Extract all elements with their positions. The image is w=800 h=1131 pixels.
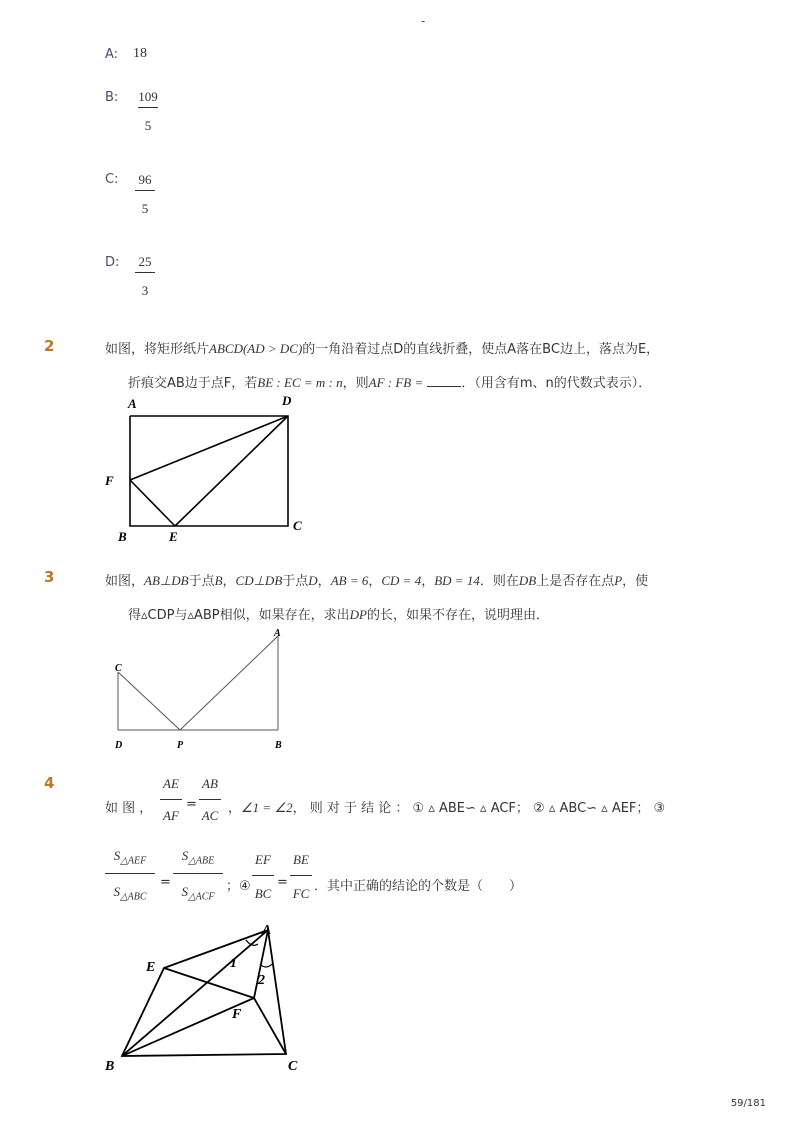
denominator: 5: [144, 118, 152, 133]
s-symbol: S: [113, 884, 120, 899]
text: ，: [421, 574, 435, 589]
denominator: 5: [141, 201, 149, 216]
text: ，: [368, 574, 382, 589]
question-4-number: 4: [44, 774, 55, 792]
fraction-ae-af: [160, 776, 182, 824]
segment-pa: [180, 636, 278, 730]
option-d-fraction: [133, 252, 157, 301]
text: ．（用含有m、n的代数式表示）．: [461, 376, 652, 391]
math: DB: [518, 573, 537, 588]
label-angle-2: 2: [258, 973, 265, 988]
math: AB⊥DB: [144, 573, 189, 588]
segment-fd: [130, 416, 288, 480]
label-e: E: [146, 960, 156, 975]
text: 的一角沿着过点D的直线折叠，使点A落在BC边上，落点为E，: [302, 342, 660, 357]
text: ，则: [342, 376, 369, 391]
text: 如图，将矩形纸片: [105, 342, 210, 357]
quadrilateral-aebc: [122, 930, 286, 1056]
text: 上是否存在点: [536, 574, 615, 589]
label-c: C: [115, 663, 122, 674]
denominator: AF: [163, 808, 179, 823]
separator-four: ；④: [226, 879, 251, 894]
numerator: 96: [138, 172, 152, 187]
fraction-bar: [173, 873, 223, 874]
equals-sign: =: [160, 875, 171, 890]
text: ， 则 对 于 结 论 ： ① ▵ ABE∽ ▵ ACF； ② ▵ ABC∽ ▵ AEF； ③: [292, 801, 666, 816]
s-symbol: S: [181, 848, 189, 863]
label-c: C: [288, 1059, 298, 1074]
question-3-line-1: [105, 570, 648, 589]
denominator: [173, 884, 223, 903]
math: ∠1 = ∠2: [241, 800, 293, 815]
answer-blank: [427, 374, 461, 387]
numerator: AB: [202, 776, 218, 791]
subscript: △ABE: [188, 855, 215, 867]
fraction-s-abe-s-acf: [173, 848, 223, 903]
question-4-line-2-end: ．其中正确的结论的个数是（ ）: [314, 879, 523, 894]
numerator: [173, 848, 223, 866]
option-c-fraction: [133, 170, 157, 219]
label-a: A: [274, 628, 281, 639]
option-d-label: D:: [105, 255, 120, 270]
segment-ef: [164, 968, 254, 998]
math: DP: [349, 607, 367, 622]
text: 如图，: [105, 574, 145, 589]
fraction-be-fc: [290, 852, 312, 902]
question-3-number: 3: [44, 568, 55, 586]
numerator: EF: [255, 852, 271, 867]
math: BE : EC = m : n: [257, 375, 343, 390]
label-b: B: [118, 529, 127, 544]
question-3-line-2: [128, 604, 549, 623]
text: 于点: [188, 574, 215, 589]
fraction-bar: [160, 799, 182, 800]
question-2-line-1: [105, 338, 659, 357]
s-symbol: S: [181, 884, 188, 899]
equals-sign: =: [277, 875, 288, 890]
fraction-s-aef-s-abc: [105, 848, 155, 903]
fraction-bar: [199, 799, 221, 800]
subscript: △ACF: [187, 891, 215, 903]
numerator: [105, 848, 155, 866]
label-b: B: [275, 740, 282, 751]
denominator: [105, 884, 155, 903]
math: D: [308, 573, 318, 588]
text: 得▵CDP与▵ABP相似，如果存在，求出: [128, 608, 350, 623]
question-3-figure: [105, 622, 305, 754]
subscript: △AEF: [120, 855, 147, 867]
question-2-figure: [100, 392, 320, 550]
text: 折痕交AB边于点F，若: [128, 376, 258, 391]
fraction-bar: [252, 875, 274, 876]
label-b: B: [105, 1059, 115, 1074]
text: ，: [317, 574, 331, 589]
fraction-bar: [135, 272, 155, 273]
segment-fe: [130, 480, 175, 526]
denominator: AC: [201, 808, 219, 823]
header-mark: -: [421, 14, 426, 28]
question-4-line-1-end: [228, 797, 665, 816]
text: ．则在: [479, 574, 519, 589]
text: 于点: [282, 574, 309, 589]
fraction-bar: [135, 190, 155, 191]
text: ，使: [622, 574, 649, 589]
label-a: A: [128, 396, 137, 411]
segment-ed: [175, 416, 288, 526]
label-d: D: [115, 740, 123, 751]
page-number: 59/181: [730, 1098, 766, 1109]
s-symbol: S: [113, 848, 121, 863]
fraction-bar: [290, 875, 312, 876]
option-a-label: A:: [105, 47, 119, 62]
math: B: [214, 573, 223, 588]
fraction-ef-bc: [252, 852, 274, 902]
fraction-bar: [105, 873, 155, 874]
label-c: C: [293, 518, 302, 533]
label-e: E: [169, 529, 178, 544]
option-b-label: B:: [105, 90, 119, 105]
math: CD⊥DB: [235, 573, 283, 588]
label-a: A: [262, 923, 272, 938]
question-2-line-2: [128, 372, 651, 391]
numerator: 25: [138, 254, 152, 269]
math: ABCD(AD > DC): [209, 341, 303, 356]
option-c-label: C:: [105, 172, 119, 187]
denominator: 3: [141, 283, 149, 298]
text: 的长，如果不存在，说明理由．: [366, 608, 549, 623]
label-d: D: [282, 393, 292, 408]
math: CD = 4: [381, 573, 422, 588]
label-f: F: [232, 1007, 242, 1022]
question-4-figure: [100, 918, 320, 1078]
math: AF : FB =: [368, 375, 424, 390]
label-p: P: [177, 740, 184, 751]
math: AB = 6: [330, 573, 369, 588]
fraction-bar: [138, 107, 158, 108]
label-angle-1: 1: [230, 956, 237, 971]
math: BD = 14: [434, 573, 480, 588]
question-2-number: 2: [44, 337, 55, 355]
numerator: BE: [293, 852, 309, 867]
segment-cp: [118, 672, 180, 730]
denominator: FC: [292, 886, 310, 901]
option-a-value: 18: [133, 46, 147, 61]
label-f: F: [105, 473, 114, 488]
denominator: BC: [254, 886, 272, 901]
math: P: [614, 573, 623, 588]
fraction-ab-ac: [199, 776, 221, 824]
question-4-line-1-start: 如 图 ，: [105, 801, 153, 816]
numerator: AE: [163, 776, 179, 791]
text: ，: [228, 801, 242, 816]
option-b-fraction: [136, 87, 160, 136]
subscript: △ABC: [119, 891, 147, 903]
text: ，: [222, 574, 236, 589]
segment-ba: [122, 930, 268, 1056]
equals-sign: =: [186, 797, 197, 812]
numerator: 109: [138, 89, 158, 104]
